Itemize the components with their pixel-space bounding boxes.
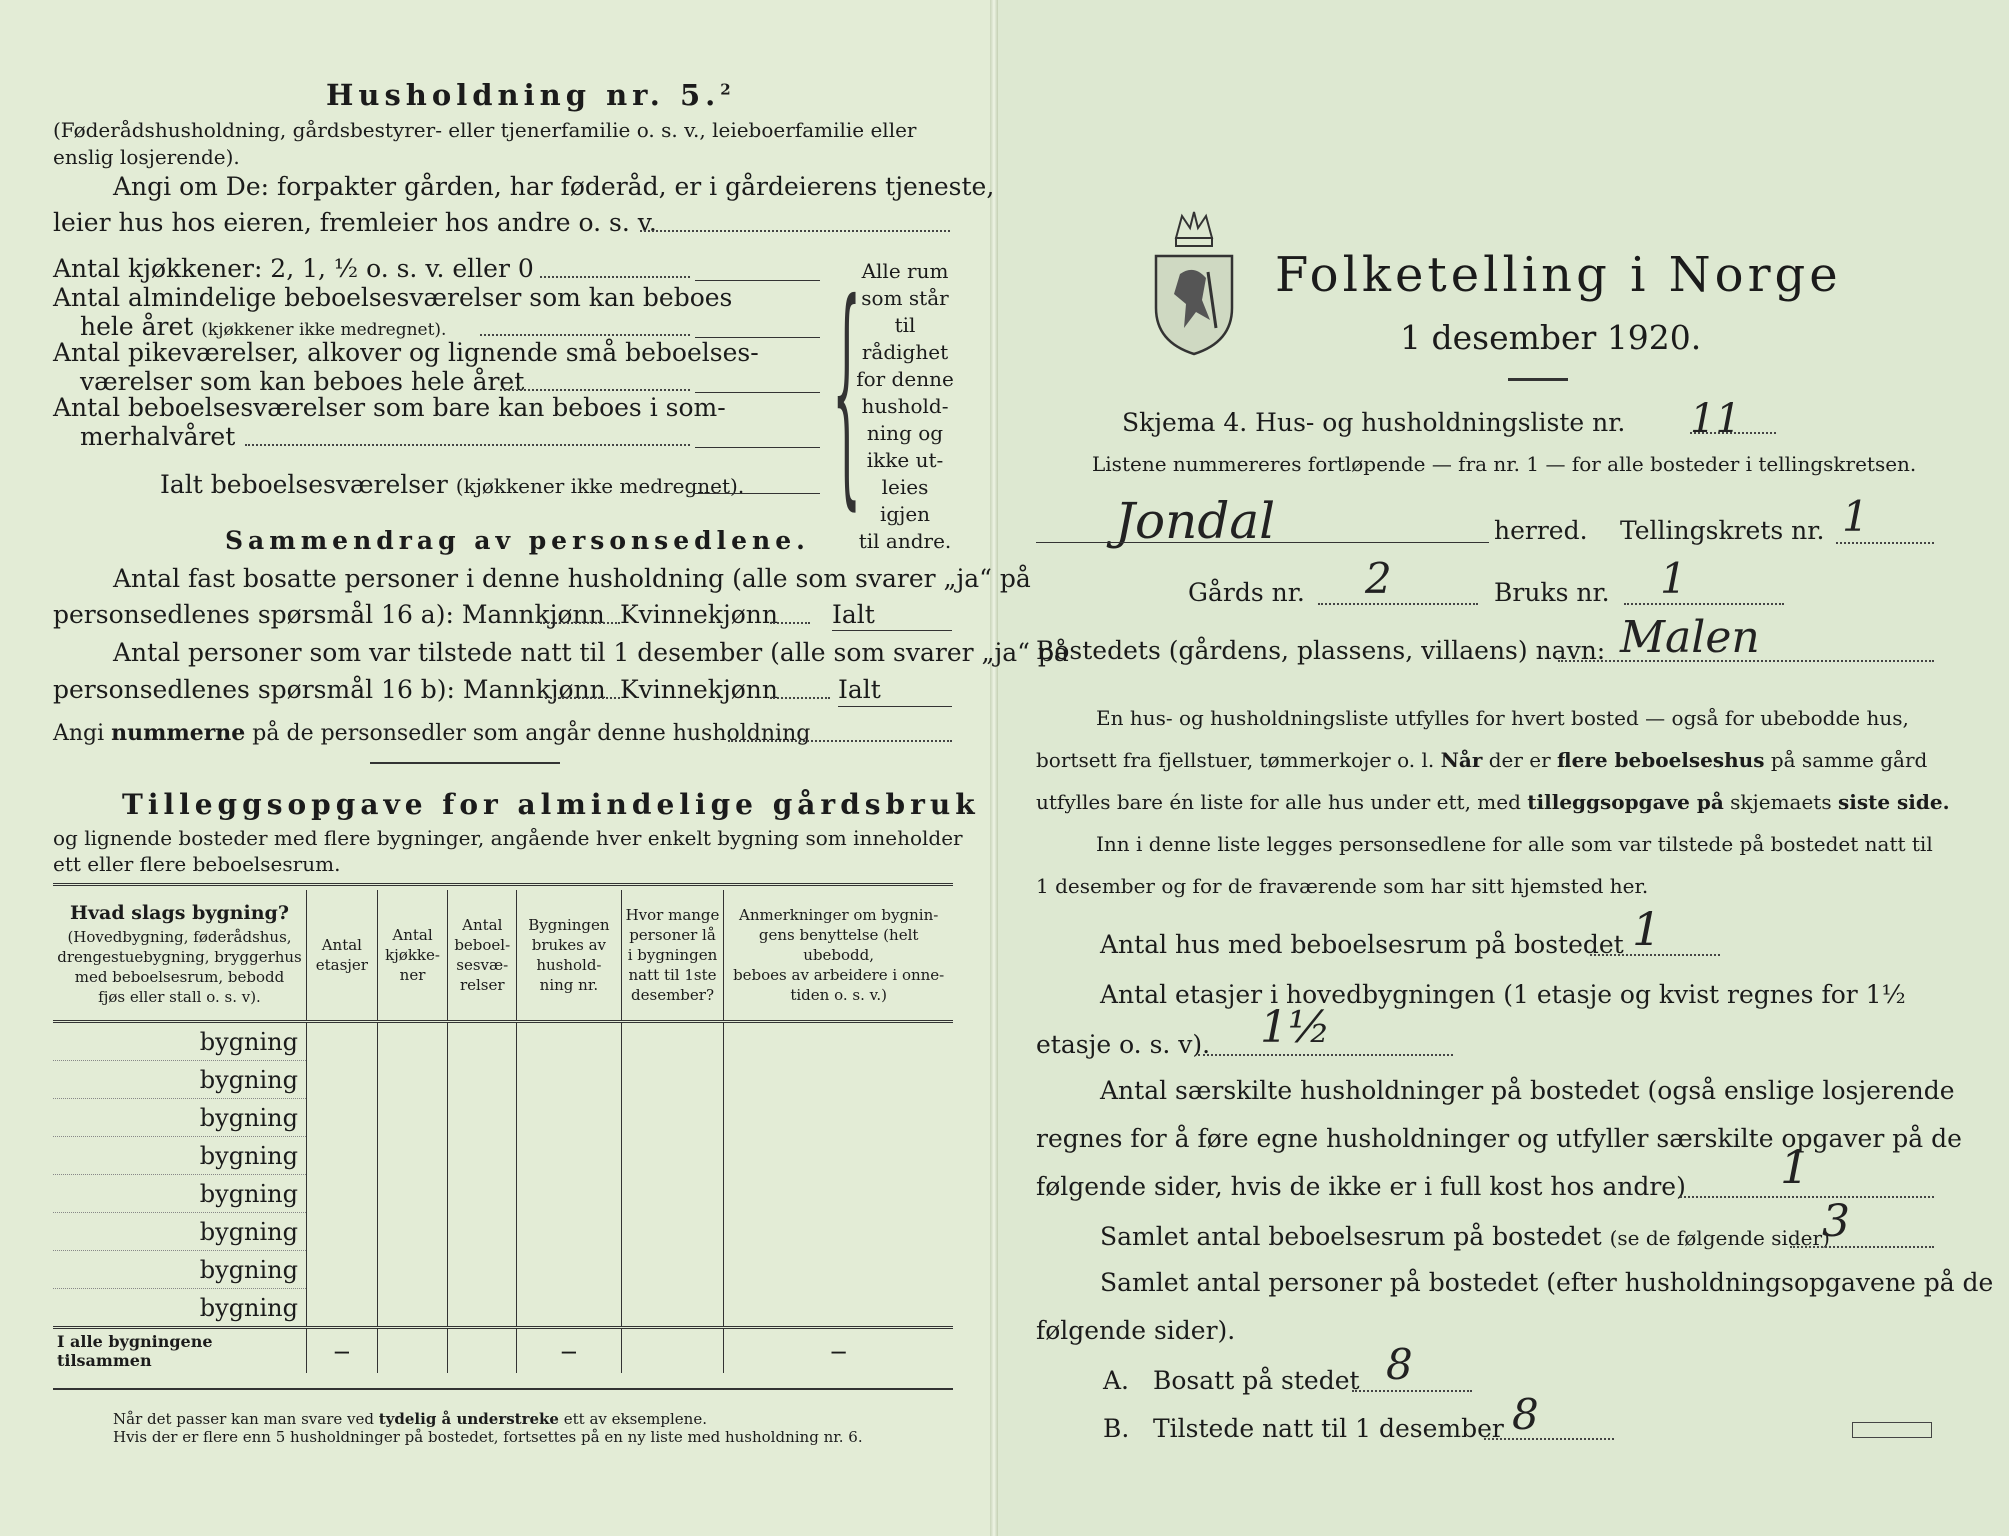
bruks-label: Bruks nr. [1494,578,1610,607]
table-cell [517,1099,622,1137]
schema-number: 11 [1690,396,1741,442]
table-header-text: desember? [631,986,714,1004]
table-cell [377,1251,448,1289]
table-header-text: Antal [392,926,433,944]
table-cell [621,1099,724,1137]
table-cell [724,1213,953,1251]
table-row [53,1022,953,1061]
table-header-text: personer lå [629,926,716,944]
floors-label-2: etasje o. s. v). [1036,1030,1211,1059]
table-header-text: gens benyttelse (helt ubebodd, [758,926,919,964]
table-header-text: fjøs eller stall o. s. v). [98,988,261,1006]
herred-label: herred. [1494,516,1588,545]
table-cell [517,1251,622,1289]
table-cell [448,1251,517,1289]
table-cell [517,1289,622,1328]
table-cell [517,1137,622,1175]
building-label: bygning [53,1289,307,1328]
coat-of-arms-icon [1150,208,1238,356]
table-cell [448,1022,517,1061]
table-header-4 [517,890,622,1022]
census-title: Folketelling i Norge [1275,247,1842,303]
total-remarks: — [724,1328,953,1374]
date-divider [1508,378,1568,381]
rooms-ordinary-label: Antal almindelige beboelsesværelser som kan beboes [53,283,733,312]
table-cell [377,1099,448,1137]
list-note: Listene nummereres fortløpende — fra nr. 1 — for alle bosteder i tellingskretsen. [1092,452,1917,476]
footnote-2: Hvis der er flere enn 5 husholdninger på bostedet, fortsettes på en ny liste med husholdning nr. 6. [113,1428,863,1446]
rooms-ordinary-dots [480,334,690,336]
table-header-0 [53,890,307,1022]
table-cell [724,1061,953,1099]
table-header-text: beboel- [454,936,511,954]
table-cell [448,1061,517,1099]
table-cell [377,1289,448,1328]
table-header-text: (Hovedbygning, føderådshus, [67,928,292,946]
total-persons [621,1328,724,1374]
brace-note-line: ikke ut- [866,448,944,472]
kitchens-answer-line [695,280,820,281]
table-cell [377,1022,448,1061]
table-header-text: Hvor mange [625,906,720,924]
households-label-3: følgende sider, hvis de ikke er i full kost hos andre) [1036,1172,1686,1201]
persons-label: Samlet antal personer på bostedet (efter husholdningsopgavene på de [1100,1268,1994,1297]
rooms-ordinary-label-2: hele året (kjøkkener ikke medregnet). [80,312,447,341]
schema-label: Skjema 4. Hus- og husholdningsliste nr. [1122,408,1626,437]
gards-line [1318,603,1478,605]
table-header-row [53,890,953,1022]
table-header-text: Antal [321,936,362,954]
building-label: bygning [53,1022,307,1061]
table-header-text: Hvad slags bygning? [70,902,289,924]
rooms-total-value: 3 [1822,1196,1850,1247]
table-cell [517,1213,622,1251]
building-label: bygning [53,1099,307,1137]
farm-subtitle: og lignende bosteder med flere bygninger, angående hver enkelt bygning som inneholder [53,826,963,850]
table-cell [621,1061,724,1099]
table-header-3 [448,890,517,1022]
table-cell [621,1289,724,1328]
table-cell [307,1175,378,1213]
households-line [1680,1196,1934,1198]
brace-note-line: for denne [856,367,954,391]
resident-label: Bosatt på stedet [1153,1366,1360,1395]
rooms-total-line [1790,1246,1934,1248]
gards-value: 2 [1365,554,1392,603]
table-header-text: sesvæ- [456,956,509,974]
rooms-summer-label-2: merhalvåret [80,422,236,451]
table-cell [621,1175,724,1213]
table-cell [724,1099,953,1137]
table-cell [724,1289,953,1328]
census-date: 1 desember 1920. [1400,318,1702,357]
table-header-6 [724,890,953,1022]
table-cell [517,1022,622,1061]
table-header-text: Antal [462,916,503,934]
krets-line [1836,542,1934,544]
summary-q2: Antal personer som var tilstede natt til 1 desember (alle som svarer „ja“ på [113,638,1069,667]
table-cell [621,1251,724,1289]
krets-value: 1 [1842,492,1869,541]
bruks-line [1624,603,1784,605]
farm-subtitle-2: ett eller flere beboelsesrum. [53,852,341,876]
table-row [53,1213,953,1251]
table-row [53,1061,953,1099]
table-cell [307,1022,378,1061]
brace-note-line: ning og [866,421,944,445]
krets-label: Tellingskrets nr. [1620,516,1825,545]
brace-note-line: som står til [861,286,949,337]
table-row [53,1175,953,1213]
households-label-2: regnes for å føre egne husholdninger og utfyller særskilte opgaver på de [1036,1124,1962,1153]
rooms-total-label: Samlet antal beboelsesrum på bostedet (se de følgende sider) [1100,1222,1830,1251]
question-tenure: Angi om De: forpakter gården, har føderåd, er i gårdeierens tjeneste, [113,172,995,201]
table-cell [517,1175,622,1213]
table-header-text: kjøkke- [385,946,440,964]
table-cell [307,1137,378,1175]
building-label: bygning [53,1061,307,1099]
q1-total-line [832,630,952,631]
q2-male-line [545,697,620,699]
bosted-line [1558,660,1934,662]
building-label: bygning [53,1251,307,1289]
table-cell [307,1061,378,1099]
table-bottom-border [53,1388,953,1390]
resident-value: 8 [1386,1340,1413,1389]
numbers-label: Angi nummerne på de personsedler som angår denne husholdning [53,720,811,746]
summary-q1: Antal fast bosatte personer i denne husholdning (alle som svarer „ja“ på [113,564,1031,593]
tenure-answer-line [640,230,950,232]
households-value: 1 [1780,1140,1810,1194]
households-label: Antal særskilte husholdninger på bostedet (også enslige losjerende [1100,1076,1955,1105]
rooms-small-label: Antal pikeværelser, alkover og lignende små beboelses- [53,338,759,367]
table-cell [377,1213,448,1251]
footnote-1: Når det passer kan man svare ved tydelig å understreke ett av eksemplene. [113,1410,707,1428]
table-header-text: Anmerkninger om bygnin- [739,906,939,924]
instructions-4: Inn i denne liste legges personsedlene for alle som var tilstede på bostedet natt til [1096,832,1933,856]
table-header-text: beboes av arbeidere i onne- [733,966,945,984]
brace-note-line: hushold- [861,394,949,418]
instructions-3: utfylles bare én liste for alle hus under ett, med tilleggsopgave på skjemaets siste side. [1036,790,1950,814]
table-cell [307,1289,378,1328]
table-header-5 [621,890,724,1022]
table-cell [448,1175,517,1213]
table-cell [307,1213,378,1251]
table-cell [621,1022,724,1061]
table-cell [517,1061,622,1099]
table-header-text: etasjer [315,956,368,974]
table-header-text: tiden o. s. v.) [790,986,887,1004]
total-rooms-answer-line [695,493,820,494]
table-cell [724,1175,953,1213]
present-value: 8 [1512,1390,1539,1439]
table-header-text: brukes av [531,936,607,954]
buildings-table [53,890,953,1373]
q1-male-line [540,622,620,624]
question-tenure-2: leier hus hos eieren, fremleier hos andre o. s. v. [53,208,657,237]
houses-value: 1 [1632,902,1662,956]
numbers-line [728,740,952,742]
herred-line [1036,542,1489,543]
resident-line [1352,1390,1472,1392]
bruks-value: 1 [1660,554,1687,603]
building-label: bygning [53,1213,307,1251]
household-title: Husholdning nr. 5.$^2$ [326,78,736,112]
kitchens-dots [540,276,690,278]
brace-note [855,258,955,555]
table-top-border [53,883,953,886]
brace-note-line: leies igjen [879,475,931,526]
total-row-label: I alle bygningene tilsammen [53,1328,307,1374]
table-header-1 [307,890,378,1022]
table-cell [448,1099,517,1137]
herred-value: Jondal [1115,492,1276,550]
table-header-text: drengestuebygning, bryggerhus [57,948,302,966]
table-header-text: natt til 1ste [628,966,717,984]
household-intro: (Føderådshusholdning, gårdsbestyrer- eller tjenerfamilie o. s. v., leieboerfamilie eller [53,118,917,142]
q1-female-line [770,622,810,624]
q2-total-line [838,706,952,707]
table-cell [307,1099,378,1137]
printer-stamp [1852,1422,1932,1438]
brace-note-line: Alle rum [861,259,949,283]
rooms-small-label-2: værelser som kan beboes hele året [80,367,525,396]
instructions-1: En hus- og husholdningsliste utfylles for hvert bosted — også for ubebodde hus, [1096,706,1909,730]
table-cell [621,1213,724,1251]
present-letter: B. [1103,1414,1130,1443]
total-floors: — [307,1328,378,1374]
summary-q2-total: Ialt [838,675,881,704]
table-cell [377,1137,448,1175]
persons-label-2: følgende sider). [1036,1316,1236,1345]
farm-title: Tilleggsopgave for almindelige gårdsbruk [122,788,980,821]
table-cell [448,1137,517,1175]
rooms-summer-dots [245,444,690,446]
brace-icon: { [832,250,862,531]
table-total-row [53,1328,953,1374]
bosted-value: Malen [1620,612,1760,663]
rooms-small-dots [500,389,690,391]
total-household: — [517,1328,622,1374]
table-cell [377,1061,448,1099]
summary-q1-female: Kvinnekjønn [620,600,778,629]
brace-note-line: rådighet [861,340,949,364]
page-fold [990,0,998,1536]
gards-label: Gårds nr. [1188,578,1305,607]
summary-title: Sammendrag av personsedlene. [225,526,810,555]
table-cell [724,1137,953,1175]
table-row [53,1099,953,1137]
household-intro-2: enslig losjerende). [53,145,240,169]
kitchens-label: Antal kjøkkener: 2, 1, ½ o. s. v. eller 0 [53,254,534,283]
summary-q2-female: Kvinnekjønn [620,675,778,704]
present-label: Tilstede natt til 1 desember [1153,1414,1504,1443]
building-label: bygning [53,1175,307,1213]
table-header-text: hushold- [536,956,602,974]
table-row [53,1137,953,1175]
total-rooms [448,1328,517,1374]
table-header-text: Bygningen [528,916,610,934]
table-header-text: ning nr. [539,976,599,994]
brace-note-line: til andre. [858,529,952,553]
table-cell [724,1022,953,1061]
rooms-summer-answer-line [695,447,820,448]
table-row [53,1251,953,1289]
houses-line [1590,954,1720,956]
total-kitchens [377,1328,448,1374]
table-row [53,1289,953,1328]
table-header-text: i bygningen [627,946,718,964]
table-header-text: med beboelsesrum, bebodd [74,968,285,986]
total-rooms-label: Ialt beboelsesværelser (kjøkkener ikke medregnet). [160,470,745,499]
table-header-2 [377,890,448,1022]
schema-line [1690,432,1776,434]
table-cell [377,1175,448,1213]
q2-female-line [770,697,830,699]
table-header-text: ner [399,966,426,984]
bosted-label: Bostedets (gårdens, plassens, villaens) navn: [1036,636,1606,665]
table-cell [448,1289,517,1328]
summary-q1-2: personsedlenes spørsmål 16 a): Mannkjønn [53,600,605,629]
floors-label: Antal etasjer i hovedbygningen (1 etasje og kvist regnes for 1½ [1100,980,1906,1009]
houses-label: Antal hus med beboelsesrum på bostedet [1100,930,1624,959]
table-cell [448,1213,517,1251]
building-label: bygning [53,1137,307,1175]
summary-q2-2: personsedlenes spørsmål 16 b): Mannkjønn [53,675,606,704]
table-cell [307,1251,378,1289]
present-line [1484,1438,1614,1440]
table-cell [724,1251,953,1289]
floors-value: 1½ [1260,1002,1331,1053]
instructions-5: 1 desember og for de fraværende som har sitt hjemsted her. [1036,874,1649,898]
floors-line [1198,1054,1453,1056]
rooms-summer-label: Antal beboelsesværelser som bare kan beboes i som- [53,393,726,422]
instructions-2: bortsett fra fjellstuer, tømmerkojer o. l. Når der er flere beboelseshus på samme gård [1036,748,1928,772]
section-divider [370,762,560,764]
resident-letter: A. [1103,1366,1130,1395]
table-header-text: relser [459,976,505,994]
table-cell [621,1137,724,1175]
summary-q1-total: Ialt [832,600,875,629]
